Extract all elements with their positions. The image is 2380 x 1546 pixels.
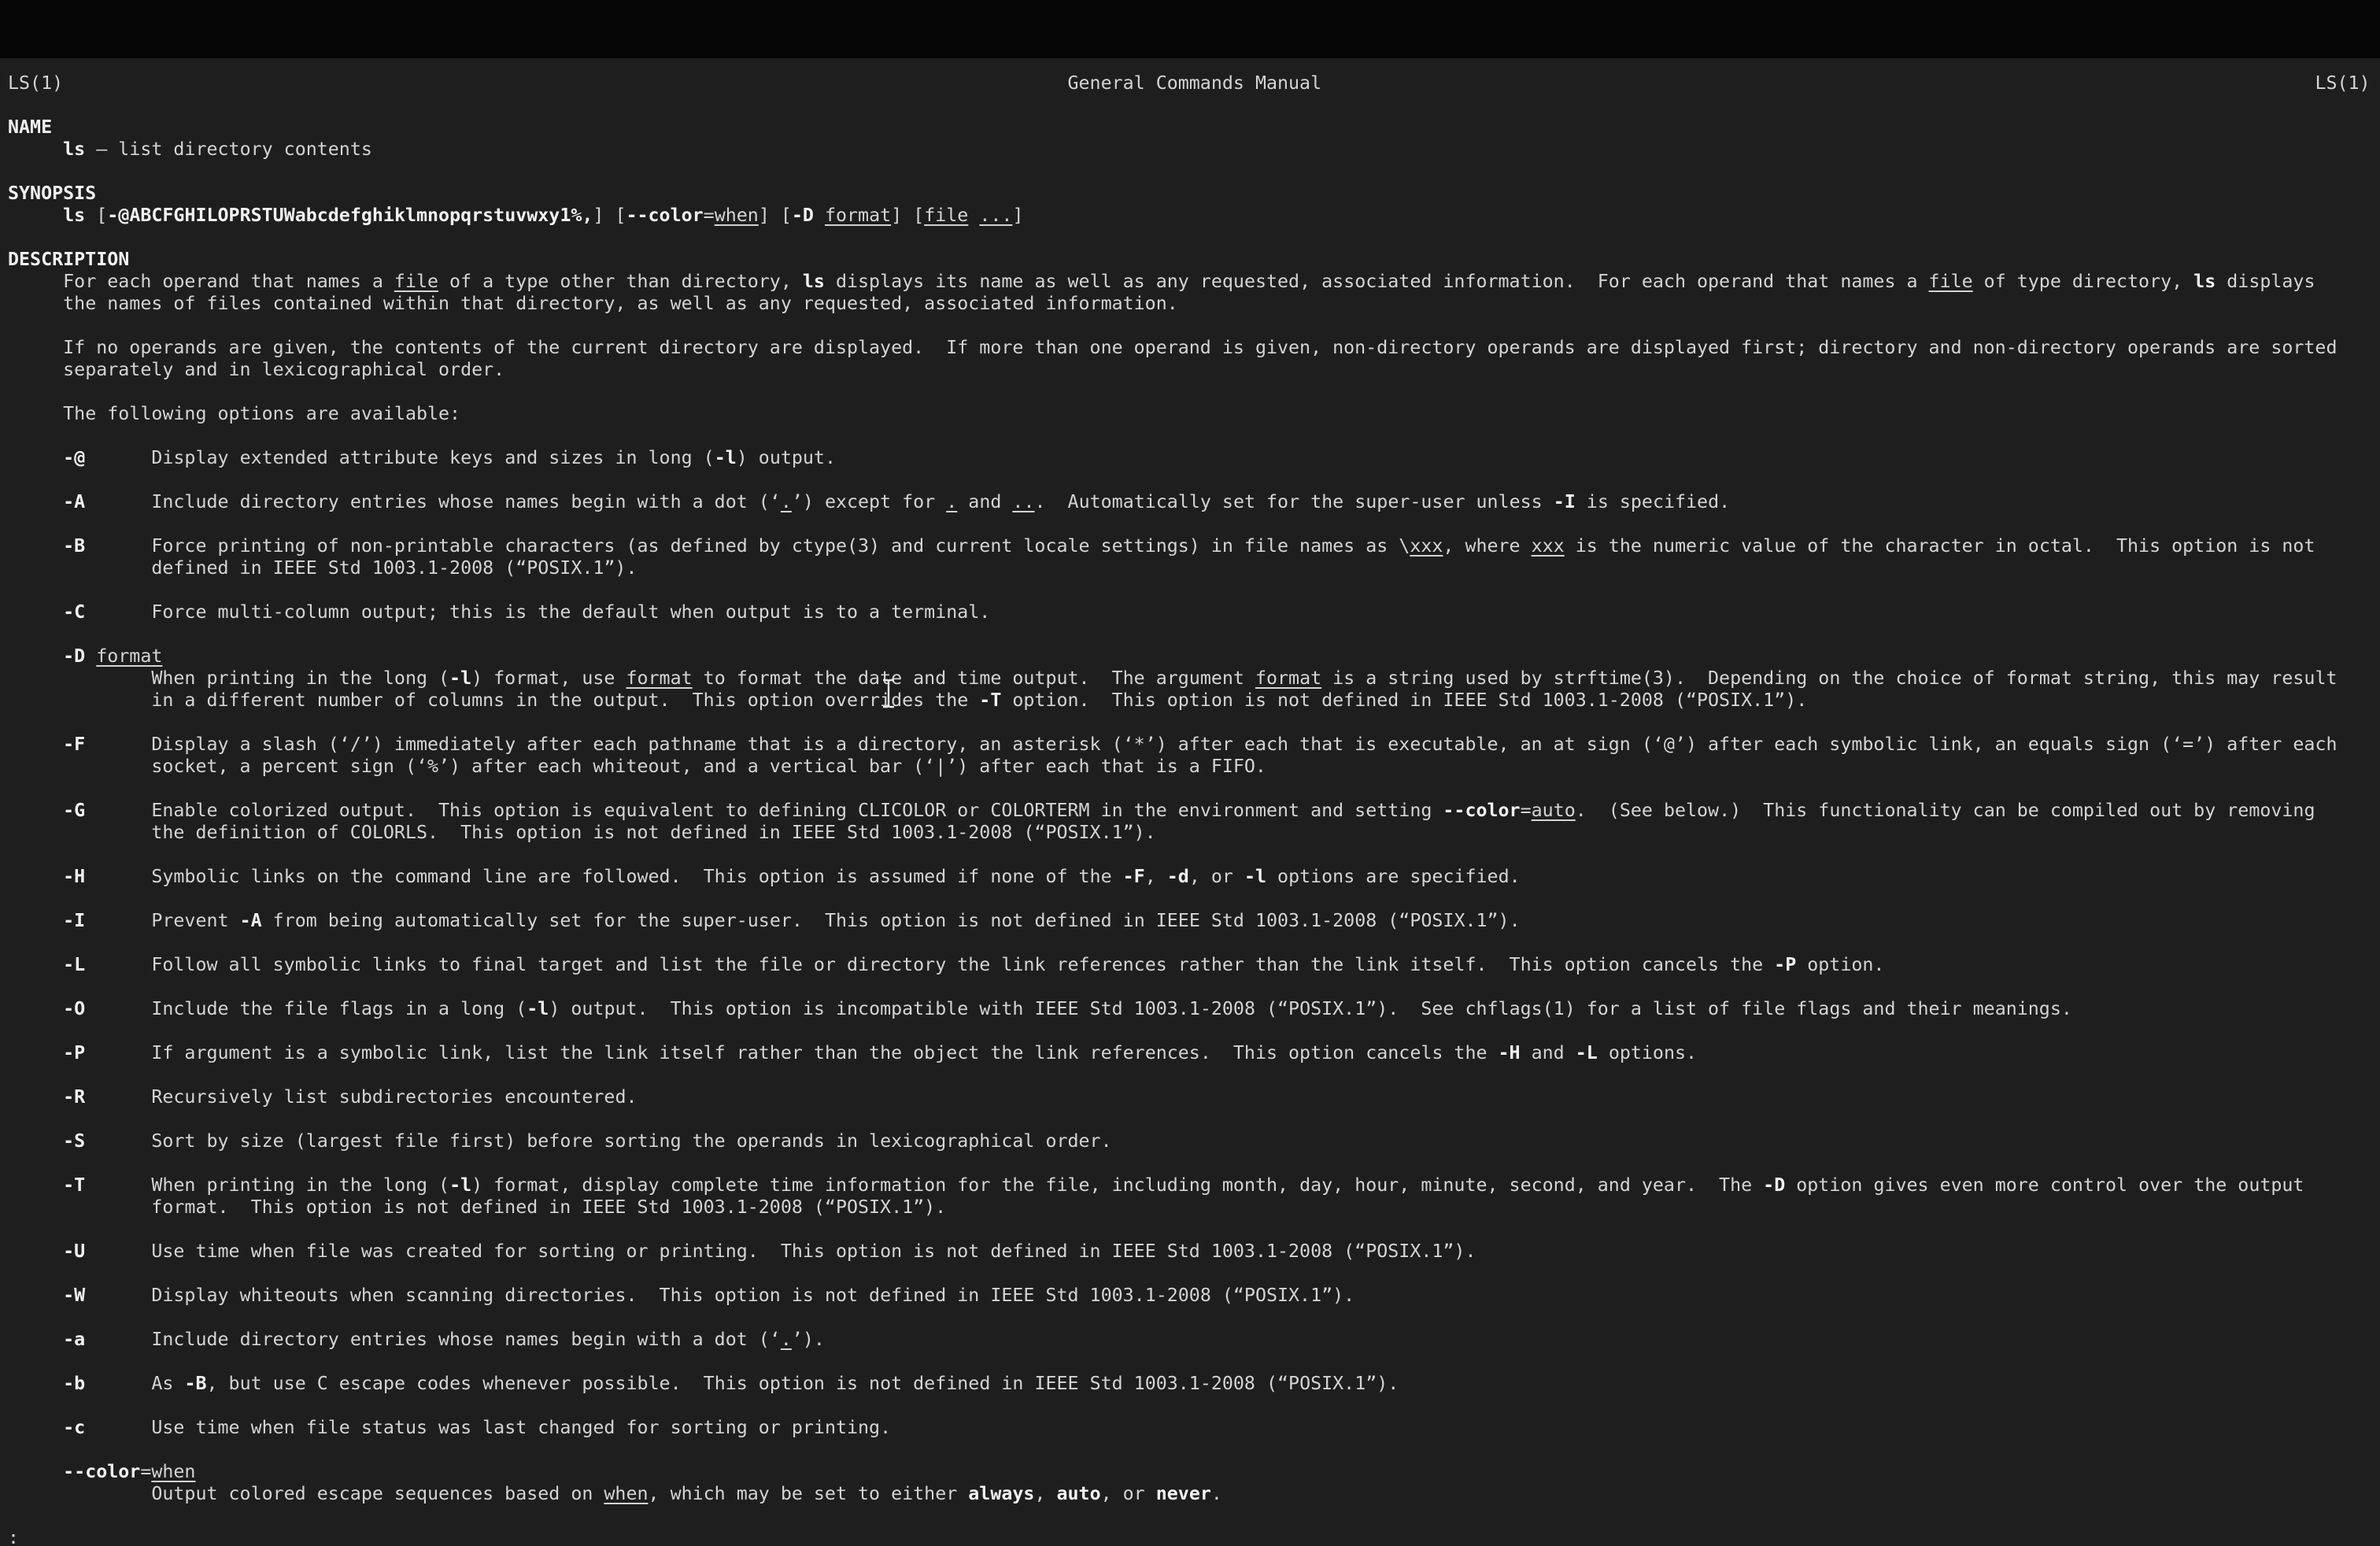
man-text-fragment: , but use C escape codes whenever possible. This option is not defined in IEEE Std 1003.1-2008 (“POSIX.1”). <box>206 1373 1399 1394</box>
man-text-fragment: auto <box>1056 1483 1101 1504</box>
man-text-fragment: The following options are available: <box>63 403 461 424</box>
man-text-fragment: ... <box>979 205 1013 226</box>
man-text-fragment: Recursively list subdirectories encountered. <box>151 1086 638 1108</box>
man-text-fragment: when <box>604 1483 649 1504</box>
man-text-fragment: options are specified. <box>1266 866 1521 887</box>
man-text-fragment: of type directory, <box>1972 271 2194 292</box>
man-text-fragment: format <box>96 645 163 667</box>
man-text-fragment: --color <box>626 205 704 226</box>
man-text-fragment: xxx <box>1410 535 1443 557</box>
man-text-fragment: option. <box>1796 954 1885 975</box>
option-flag: -@ <box>63 447 86 468</box>
man-text-fragment: – list directory contents <box>85 139 372 160</box>
man-text-fragment: [ <box>85 205 108 226</box>
header-left: LS(1) <box>8 72 64 94</box>
man-text-fragment: Symbolic links on the command line are followed. This option is assumed if none of the <box>151 866 1123 887</box>
option-flag: -L <box>63 954 86 975</box>
man-text-fragment: file <box>924 205 969 226</box>
man-text-fragment: ] [ <box>891 205 925 226</box>
man-text-fragment: format <box>1255 668 1322 689</box>
option-flag: -I <box>63 910 86 931</box>
man-text-fragment: If no operands are given, the contents of the current directory are displayed. If more than one operand is given, non-directory operands are displayed first; directory and non-directory operands are sorted <box>63 337 2338 358</box>
man-text-fragment: ls <box>63 205 86 226</box>
man-text-fragment: When printing in the long ( <box>151 668 450 689</box>
option-flag: -W <box>63 1285 86 1306</box>
man-text-fragment: -l <box>714 447 737 468</box>
man-text-fragment: For each operand that names a <box>63 271 394 292</box>
man-text-fragment: Include directory entries whose names begin with a dot (‘ <box>151 1329 781 1350</box>
man-text-fragment: , or <box>1188 866 1244 887</box>
header-center: General Commands Manual <box>1067 72 1322 94</box>
man-text-fragment: of a type other than directory, <box>438 271 803 292</box>
man-text-fragment: xxx <box>1531 535 1565 557</box>
man-text-fragment: , <box>1144 866 1167 887</box>
man-text-fragment: and <box>1520 1042 1576 1063</box>
man-text-fragment: . <box>780 491 792 512</box>
option-flag: -a <box>63 1329 86 1350</box>
man-text-fragment <box>968 205 979 226</box>
option-flag: -H <box>63 866 86 887</box>
man-text-fragment: -L <box>1575 1042 1598 1063</box>
man-text-fragment: ) output. <box>736 447 836 468</box>
man-text-fragment: , <box>1034 1483 1057 1504</box>
man-text-fragment: is specified. <box>1575 491 1731 512</box>
man-text-fragment: option gives even more control over the output <box>1785 1174 2304 1196</box>
man-text-fragment: defined in IEEE Std 1003.1-2008 (“POSIX.1”). <box>151 557 638 579</box>
man-text-fragment: -F <box>1122 866 1145 887</box>
man-text-fragment: . <box>1210 1483 1222 1504</box>
man-text-fragment: . (See below.) This functionality can be compiled out by removing <box>1575 800 2315 821</box>
man-text-fragment: file <box>394 271 439 292</box>
option-flag: -C <box>63 601 86 623</box>
man-text-fragment: -l <box>1244 866 1267 887</box>
man-text-fragment: . <box>780 1329 792 1350</box>
man-text-fragment: format <box>626 668 693 689</box>
man-text-fragment: -d <box>1166 866 1189 887</box>
man-text-fragment: ] [ <box>758 205 792 226</box>
option-flag: -U <box>63 1241 86 1262</box>
man-text-fragment: Display a slash (‘/’) immediately after each pathname that is a directory, an asterisk (‘*’) after each that is executable, an at sign (‘@’) after each symbolic link, an equals sign (‘=’) after each <box>151 734 2338 755</box>
option-flag: -S <box>63 1130 86 1152</box>
man-text-fragment: Display whiteouts when scanning directories. This option is not defined in IEEE Std 1003.1-2008 (“POSIX.1”). <box>151 1285 1355 1306</box>
man-text-fragment: -A <box>239 910 262 931</box>
man-text-fragment: is the numeric value of the character in octal. This option is not <box>1564 535 2315 557</box>
man-text-fragment: -D <box>1763 1174 1786 1196</box>
option-flag: -F <box>63 734 86 755</box>
option-flag: -D <box>63 645 86 667</box>
man-text-fragment: format <box>824 205 892 226</box>
man-text-fragment: auto <box>1531 800 1576 821</box>
man-text-fragment: Use time when file status was last changed for sorting or printing. <box>151 1417 892 1438</box>
man-text-fragment: If argument is a symbolic link, list the link itself rather than the object the link references. This option cancels the <box>151 1042 1499 1063</box>
man-text-fragment: never <box>1155 1483 1211 1504</box>
man-text-fragment: , where <box>1443 535 1532 557</box>
pager-prompt: : <box>8 1527 20 1546</box>
man-text-fragment: , which may be set to either <box>648 1483 969 1504</box>
man-text-fragment: Prevent <box>151 910 240 931</box>
option-flag: -R <box>63 1086 86 1108</box>
man-text-fragment: displays its name as well as any requested, associated information. For each operand that names a <box>824 271 1929 292</box>
man-text-fragment: Display extended attribute keys and sizes in long ( <box>151 447 715 468</box>
option-flag: -P <box>63 1042 86 1063</box>
man-text-fragment: -l <box>527 998 549 1019</box>
man-text-fragment: Enable colorized output. This option is equivalent to defining CLICOLOR or COLORTERM in the environment and setting <box>151 800 1443 821</box>
man-text-fragment: is a string used by strftime(3). Depending on the choice of format string, this may result <box>1321 668 2338 689</box>
man-text-fragment: , or <box>1100 1483 1156 1504</box>
terminal-view[interactable] <box>0 58 2380 1546</box>
option-flag: -B <box>63 535 86 557</box>
man-text-fragment: file <box>1928 271 1973 292</box>
man-text-fragment: and <box>957 491 1013 512</box>
man-text-fragment: . <box>946 491 958 512</box>
man-text-fragment: ] <box>1012 205 1024 226</box>
man-text-fragment: in a different number of columns in the output. This option overrides the <box>151 690 980 711</box>
option-flag: -T <box>63 1174 86 1196</box>
man-text-fragment: Output colored escape sequences based on <box>151 1483 604 1504</box>
text-cursor-ibeam-icon <box>880 679 897 708</box>
section-synopsis: SYNOPSIS <box>8 183 97 204</box>
man-text-fragment: Follow all symbolic links to final target and list the file or directory the link references rather than the link itself. This option cancels the <box>151 954 1775 975</box>
man-text-fragment: As <box>151 1373 185 1394</box>
option-flag: --color <box>63 1461 141 1482</box>
man-text-fragment: ’) except for <box>791 491 947 512</box>
man-text-fragment: -l <box>449 1174 472 1196</box>
man-text-fragment: ] [ <box>593 205 626 226</box>
man-text-fragment: When printing in the long ( <box>151 1174 450 1196</box>
man-text-fragment: -P <box>1774 954 1797 975</box>
man-text-fragment: socket, a percent sign (‘%’) after each whiteout, and a vertical bar (‘|’) after each that is a FIFO. <box>151 756 1266 777</box>
man-text-fragment: Sort by size (largest file first) before sorting the operands in lexicographical order. <box>151 1130 1112 1152</box>
man-text-fragment: option. This option is not defined in IEEE Std 1003.1-2008 (“POSIX.1”). <box>1001 690 1808 711</box>
man-text-fragment: to format the date and time output. The argument <box>692 668 1255 689</box>
man-text-fragment <box>814 205 825 226</box>
man-text-fragment: -H <box>1498 1042 1521 1063</box>
section-description: DESCRIPTION <box>8 249 130 270</box>
man-text-fragment: displays <box>2216 271 2315 292</box>
man-text-fragment: when <box>714 205 759 226</box>
man-text-fragment: ) format, display complete time information for the file, including month, day, hour, minute, second, and year. The <box>471 1174 1764 1196</box>
man-text-fragment: . Automatically set for the super-user unless <box>1034 491 1554 512</box>
man-text-fragment: the definition of COLORLS. This option is not defined in IEEE Std 1003.1-2008 (“POSIX.1”). <box>151 822 1156 843</box>
man-text-fragment: --color <box>1443 800 1521 821</box>
man-text-fragment: -l <box>449 668 472 689</box>
man-text-fragment: Force printing of non-printable characters (as defined by ctype(3) and current locale settings) in file names as \ <box>151 535 1410 557</box>
man-text-fragment: -I <box>1553 491 1576 512</box>
man-text-fragment: -T <box>979 690 1002 711</box>
window-title-bar <box>0 0 2380 58</box>
man-text-fragment: when <box>151 1461 196 1482</box>
man-text-fragment: ’). <box>791 1329 825 1350</box>
man-text-fragment: ) format, use <box>471 668 626 689</box>
man-text-fragment: ) output. This option is incompatible with IEEE Std 1003.1-2008 (“POSIX.1”). See chflags(1) for a list of file flags and their meanings. <box>549 998 2072 1019</box>
man-text-fragment: = <box>140 1461 152 1482</box>
man-text-fragment: -@ABCFGHILOPRSTUWabcdefghiklmnopqrstuvwxy1%, <box>107 205 593 226</box>
man-text-fragment: options. <box>1597 1042 1698 1063</box>
man-text-fragment: from being automatically set for the super-user. This option is not defined in IEEE Std 1003.1-2008 (“POSIX.1”). <box>261 910 1521 931</box>
man-text-fragment: ls <box>2193 271 2216 292</box>
man-text-fragment: = <box>1520 800 1532 821</box>
header-right: LS(1) <box>2315 72 2371 94</box>
man-text-fragment: .. <box>1012 491 1035 512</box>
man-text-fragment: separately and in lexicographical order. <box>63 359 505 380</box>
man-text-fragment: -D <box>791 205 814 226</box>
man-text-fragment: ls <box>802 271 825 292</box>
option-flag: -G <box>63 800 86 821</box>
option-flag: -O <box>63 998 86 1019</box>
man-text-fragment: the names of files contained within that directory, as well as any requested, associated information. <box>63 293 1178 314</box>
man-text-fragment: format. This option is not defined in IEEE Std 1003.1-2008 (“POSIX.1”). <box>151 1196 947 1218</box>
man-text-fragment: -B <box>184 1373 207 1394</box>
man-text-fragment: Use time when file was created for sorting or printing. This option is not defined in IEEE Std 1003.1-2008 (“POSIX.1”). <box>151 1241 1476 1262</box>
man-text-fragment: ls <box>63 139 86 160</box>
man-text-fragment: Force multi-column output; this is the default when output is to a terminal. <box>151 601 991 623</box>
man-text-fragment: = <box>703 205 715 226</box>
option-flag: -c <box>63 1417 86 1438</box>
man-page-text <box>8 72 2371 1546</box>
man-text-fragment: Include the file flags in a long ( <box>151 998 527 1019</box>
option-flag: -A <box>63 491 86 512</box>
section-name: NAME <box>8 117 53 138</box>
man-text-fragment: always <box>968 1483 1035 1504</box>
man-text-fragment: Include directory entries whose names begin with a dot (‘ <box>151 491 781 512</box>
option-flag: -b <box>63 1373 86 1394</box>
